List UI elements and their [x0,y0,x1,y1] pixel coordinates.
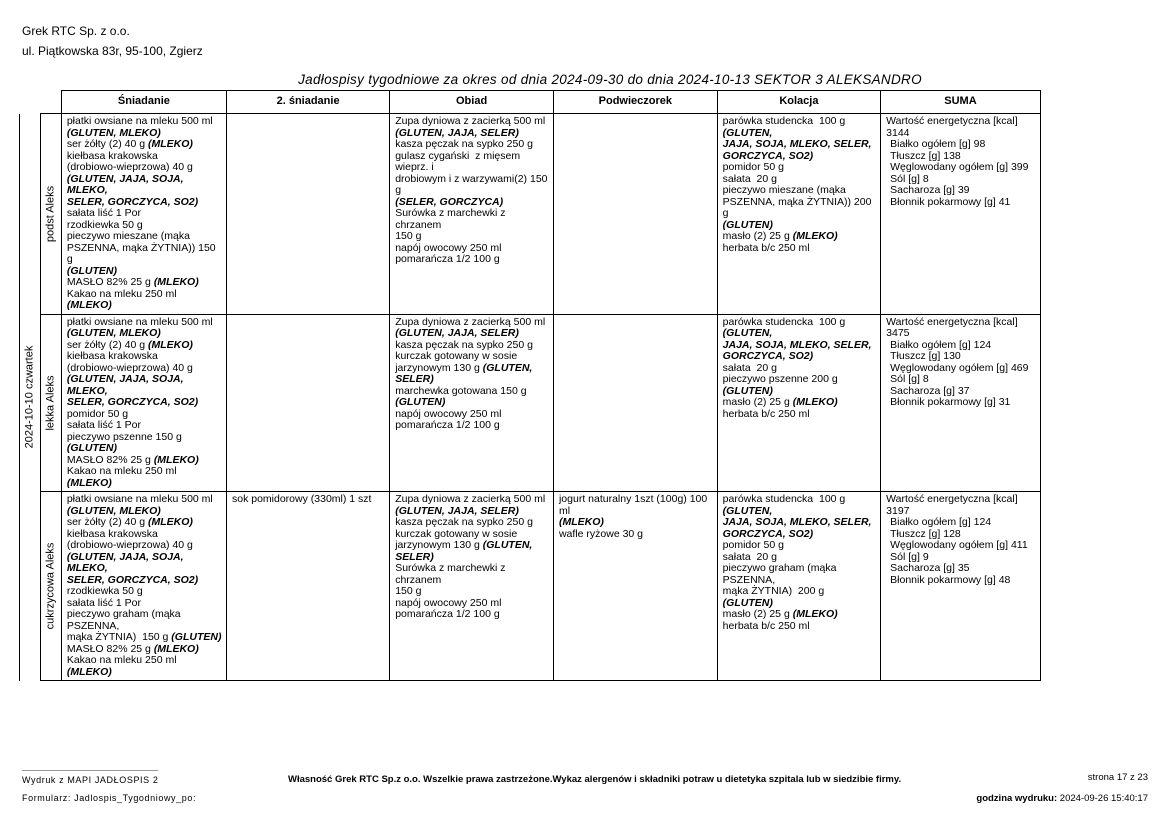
meal-item-line: Surówka z marchewki z chrzanem [395,562,509,586]
snack-cell [553,114,717,315]
meal-item-line: MASŁO 82% 25 g (MLEKO) [66,453,199,466]
meal-item-line: (drobiowo-wieprzowa) 40 g [66,361,193,374]
column-header-podwieczorek: Podwieczorek [553,91,717,114]
form-label: Formularz: Jadlospis_Tygodniowy_po: [22,793,197,803]
diet-label: podst Aleks [44,185,57,242]
column-header-obiad: Obiad [390,91,554,114]
meal-item-line: rzodkiewka 50 g [66,218,143,231]
meal-item-line: (GLUTEN) [722,218,773,231]
meal-item-line: Zupa dyniowa z zacierką 500 ml [395,493,546,505]
meal-item-line: ser żółty (2) 40 g (MLEKO) [66,338,193,351]
meal-item-line: parówka studencka 100 g (GLUTEN, [722,493,849,517]
meal-item-line: napój owocowy 250 ml [395,407,502,420]
meal-item-line: SELER) [395,373,434,385]
breakfast-cell [61,314,226,492]
meal-item-line: pieczywo mieszane (mąka [722,184,846,196]
nutrition-line: 3475 [886,327,910,339]
column-header-sniadanie: Śniadanie [61,91,226,114]
header-blank [1040,91,1169,114]
column-header-kolacja: Kolacja [717,91,880,114]
meal-item-line: kasza pęczak na sypko 250 g [395,338,533,351]
meal-item-line: (GLUTEN, JAJA, SOJA, MLEKO, [66,373,187,397]
lunch-cell [390,314,554,492]
snack-cell [553,314,717,492]
meal-item-line: mąka ŻYTNIA) 150 g (GLUTEN) [66,631,222,643]
meal-item-line: napój owocowy 250 ml [395,241,502,254]
header-blank [40,91,61,114]
dinner-cell [717,492,880,681]
meal-item-line: (GLUTEN, JAJA, SELER) [395,126,519,139]
diet-label: lekka Aleks [44,375,57,431]
nutrition-line: Węglowodany ogółem [g] 399 [890,161,1029,173]
nutrition-line: Błonnik pokarmowy [g] 31 [890,396,1011,408]
snack-cell [553,492,717,681]
meal-item-line: (GLUTEN, MLEKO) [66,504,161,517]
meal-item-line: mąka ŻYTNIA) 200 g (GLUTEN) [722,585,828,609]
nutrition-line: Wartość energetyczna [kcal] [886,115,1018,127]
meal-item-line: Zupa dyniowa z zacierką 500 ml [395,315,546,328]
breakfast-cell [61,114,226,315]
nutrition-line: Białko ogółem [g] 124 [890,516,992,528]
meal-item-line: ser żółty (2) 40 g (MLEKO) [66,138,193,150]
footer-rule [22,770,158,771]
meal-item-line: GORCZYCA, SO2) [722,149,814,162]
meal-item-line: (drobiowo-wieprzowa) 40 g [66,161,193,173]
meal-item-line: PSZENNA, mąka ŻYTNIA)) 200 g [722,195,875,219]
meal-item-line: Zupa dyniowa z zacierką 500 ml [395,115,546,127]
dinner-cell [717,114,880,315]
meal-item-line: MASŁO 82% 25 g (MLEKO) [66,276,199,288]
nutrition-line: Wartość energetyczna [kcal] [886,315,1018,328]
nutrition-line: Białko ogółem [g] 124 [890,338,992,351]
meal-item-line: pomidor 50 g [722,539,784,551]
meal-item-line: Kakao na mleku 250 ml (MLEKO) [66,287,180,311]
meal-item-line: pieczywo pszenne 200 g (GLUTEN) [722,373,841,397]
diet-row [20,314,1169,492]
nutrition-line: 3144 [886,126,910,139]
dinner-cell [717,314,880,492]
meal-item-line: jogurt naturalny 1szt (100g) 100 ml [558,493,711,517]
meal-item-line: jarzynowym 130 g (GLUTEN, [395,539,533,551]
column-header-drugie-sniadanie: 2. śniadanie [226,91,389,114]
company-address: ul. Piątkowska 83r, 95-100, Zgierz [22,44,203,58]
meal-item-line: jarzynowym 130 g (GLUTEN, [395,361,533,374]
meal-item-line: sałata 20 g [722,172,777,185]
nutrition-line: Tłuszcz [g] 138 [890,149,961,162]
meal-item-line: pieczywo mieszane (mąka [66,230,190,242]
meal-item-line: pomarańcza 1/2 100 g [395,419,500,431]
meal-item-line: kasza pęczak na sypko 250 g [395,138,533,150]
meal-item-line: pomidor 50 g [66,407,129,420]
diet-cell [40,314,61,492]
nutrition-line: Sól [g] 8 [890,373,929,385]
meal-item-line: kiełbasa krakowska [66,149,158,162]
meal-item-line: gulasz cygański z mięsem wieprz. i [395,149,524,173]
meal-item-line: (GLUTEN, JAJA, SELER) [395,327,519,339]
meal-item-line: 150 g [395,230,422,242]
lunch-cell [390,492,554,681]
meal-item-line: SELER, GORCZYCA, SO2) [66,396,199,408]
page-number: strona 17 z 23 [1087,772,1148,783]
meal-item-line: PSZENNA, mąka ŻYTNIA)) 150 g [66,241,219,265]
meal-item-line: (GLUTEN) [66,264,118,277]
meal-item-line: rzodkiewka 50 g [66,585,143,597]
meal-item-line: GORCZYCA, SO2) [722,350,814,362]
meal-item-line: (GLUTEN) [395,396,446,408]
meal-item-line: wafle ryżowe 30 g [558,527,644,540]
meal-item-line: pomarańcza 1/2 100 g [395,253,500,265]
meal-item-line: Kakao na mleku 250 ml (MLEKO) [66,465,180,489]
nutrition-line: Sól [g] 9 [890,550,929,563]
ownership-note: Własność Grek RTC Sp.z o.o. Wszelkie prawa zastrzeżone.Wykaz alergenów i składniki potraw u dietetyka szpitala lub w siedzibie firmy. [288,774,902,785]
nutrition-summary-cell [881,114,1041,315]
meal-item-line: Surówka z marchewki z chrzanem [395,207,509,231]
meal-item-line: sałata 20 g [722,361,777,374]
meal-item-line: kurczak gotowany w sosie [395,350,518,362]
meal-item-line: GORCZYCA, SO2) [722,527,814,540]
nutrition-line: Wartość energetyczna [kcal] [886,493,1018,505]
meal-item-line: sałata 20 g [722,550,777,563]
meal-item-line: (GLUTEN, MLEKO) [66,126,161,139]
nutrition-line: Węglowodany ogółem [g] 411 [890,539,1028,551]
nutrition-line: Błonnik pokarmowy [g] 48 [890,573,1011,586]
meal-item-line: masło (2) 25 g (MLEKO) [722,396,838,408]
second-breakfast-cell [226,492,389,681]
nutrition-line: Węglowodany ogółem [g] 469 [890,361,1029,374]
meal-item-line: płatki owsiane na mleku 500 ml [66,115,213,127]
nutrition-line: Sacharoza [g] 35 [890,562,970,574]
meal-item-line: płatki owsiane na mleku 500 ml [66,493,213,505]
meal-item-line: kiełbasa krakowska [66,350,158,362]
date-cell [20,114,41,681]
diet-row [20,114,1169,315]
print-time-value: 2024-09-26 15:40:17 [1059,793,1148,804]
meal-item-line: SELER) [395,550,434,563]
meal-item-line: masło (2) 25 g (MLEKO) [722,230,838,242]
header-blank [20,91,41,114]
meal-item-line: JAJA, SOJA, MLEKO, SELER, [722,338,872,351]
nutrition-summary-cell [881,314,1041,492]
meal-item-line: (GLUTEN, JAJA, SOJA, MLEKO, [66,550,187,574]
meal-item-line: (MLEKO) [558,516,604,528]
nutrition-line: 3197 [886,504,910,517]
meal-item-line: herbata b/c 250 ml [722,241,810,254]
meal-item-line: kasza pęczak na sypko 250 g [395,516,533,528]
meal-item-line: sok pomidorowy (330ml) 1 szt [231,493,372,505]
meal-item-line: parówka studencka 100 g (GLUTEN, [722,315,849,339]
meal-item-line: drobiowym i z warzywami(2) 150 g [395,172,551,196]
row-blank [1040,114,1169,315]
date-label: 2024-10-10 czwartek [23,345,36,449]
meal-item-line: pieczywo pszenne 150 g (GLUTEN) [66,430,185,454]
meal-item-line: (GLUTEN, JAJA, SOJA, MLEKO, [66,172,187,196]
meal-item-line: herbata b/c 250 ml [722,619,810,632]
meal-item-line: SELER, GORCZYCA, SO2) [66,195,199,208]
meal-item-line: (GLUTEN, MLEKO) [66,327,161,339]
meal-item-line: kurczak gotowany w sosie [395,527,518,540]
company-name: Grek RTC Sp. z o.o. [22,24,130,38]
print-time [976,793,1148,804]
meal-item-line: JAJA, SOJA, MLEKO, SELER, [722,516,872,528]
second-breakfast-cell [226,114,389,315]
second-breakfast-cell [226,314,389,492]
lunch-cell [390,114,554,315]
meal-item-line: sałata liść 1 Por [66,596,141,609]
meal-item-line: (SELER, GORCZYCA) [395,195,504,208]
breakfast-cell [61,492,226,681]
meal-item-line: 150 g [395,585,422,597]
row-blank [1040,492,1169,681]
meal-item-line: pieczywo graham (mąka PSZENNA, [66,608,184,632]
meal-item-line: parówka studencka 100 g (GLUTEN, [722,115,849,139]
nutrition-summary-cell [881,492,1041,681]
nutrition-line: Sacharoza [g] 37 [890,384,970,397]
meal-item-line: pieczywo graham (mąka PSZENNA, [722,562,840,586]
meal-item-line: płatki owsiane na mleku 500 ml [66,315,213,328]
row-blank [1040,314,1169,492]
meal-item-line: marchewka gotowana 150 g [395,384,527,397]
page-title: Jadłospisy tygodniowe za okres od dnia 2024-09-30 do dnia 2024-10-13 SEKTOR 3 ALEKSANDRO [298,72,922,87]
meal-item-line: kiełbasa krakowska [66,527,158,540]
meal-item-line: sałata liść 1 Por [66,207,141,219]
diet-row [20,492,1169,681]
diet-cell [40,492,61,681]
nutrition-line: Tłuszcz [g] 130 [890,350,961,362]
nutrition-line: Sacharoza [g] 39 [890,184,970,196]
meal-item-line: sałata liść 1 Por [66,419,141,431]
meal-item-line: Kakao na mleku 250 ml (MLEKO) [66,654,180,678]
meal-item-line: napój owocowy 250 ml [395,596,502,609]
nutrition-line: Sól [g] 8 [890,172,929,185]
meal-item-line: ser żółty (2) 40 g (MLEKO) [66,516,193,528]
meal-item-line: masło (2) 25 g (MLEKO) [722,608,838,620]
meal-item-line: pomarańcza 1/2 100 g [395,608,500,620]
diet-cell [40,114,61,315]
column-header-suma: SUMA [881,91,1041,114]
print-time-label: godzina wydruku: [976,793,1058,804]
nutrition-line: Błonnik pokarmowy [g] 41 [890,195,1011,208]
meal-item-line: JAJA, SOJA, MLEKO, SELER, [722,138,872,150]
meal-item-line: pomidor 50 g [722,161,784,173]
meal-item-line: SELER, GORCZYCA, SO2) [66,573,199,586]
meal-item-line: herbata b/c 250 ml [722,407,810,420]
diet-label: cukrzycowa Aleks [44,542,57,630]
nutrition-line: Tłuszcz [g] 128 [890,527,961,540]
meal-item-line: MASŁO 82% 25 g (MLEKO) [66,642,199,655]
menu-table [19,90,1169,681]
nutrition-line: Białko ogółem [g] 98 [890,138,986,150]
meal-item-line: (GLUTEN, JAJA, SELER) [395,504,519,517]
print-label: Wydruk z MAPI JADŁOSPIS 2 [22,775,159,785]
meal-item-line: (drobiowo-wieprzowa) 40 g [66,539,193,551]
